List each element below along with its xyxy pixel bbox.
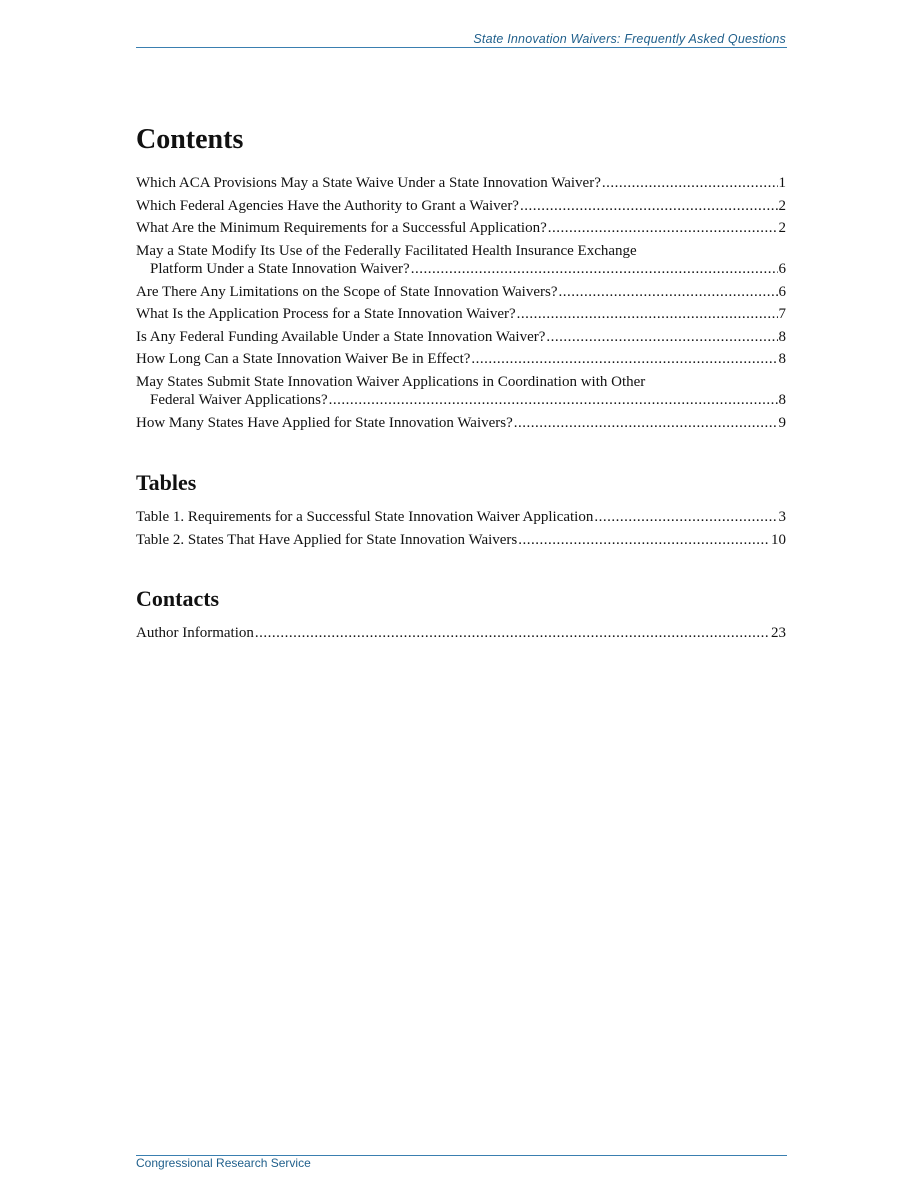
toc-entry[interactable] [136,414,786,433]
toc-entry-text: Is Any Federal Funding Available Under a State Innovation Waiver? [136,328,546,345]
toc-page-number: 9 [778,414,786,431]
toc-page-number: 8 [778,351,786,367]
toc-entry-text: What Are the Minimum Requirements for a Successful Application? [136,220,547,236]
footer-publisher: Congressional Research Service [136,1156,311,1170]
dot-leader [546,328,777,347]
toc-entry[interactable] [136,508,786,527]
toc-entry[interactable] [136,373,786,410]
toc-page-number: 2 [778,197,786,214]
dot-leader [471,350,777,369]
tables-list [136,508,786,553]
toc-entry-first-line: May States Submit State Innovation Waiver Applications in Coordination with Other [136,373,646,390]
contents-list [136,174,786,436]
toc-page-number: 2 [778,220,786,236]
toc-entry[interactable] [136,242,786,279]
toc-page-number: 23 [771,625,786,641]
toc-page-number: 8 [778,328,786,345]
running-header: State Innovation Waivers: Frequently Asked Questions [473,32,786,46]
toc-page-number: 3 [778,509,786,525]
dot-leader [558,283,777,302]
dot-leader [329,391,778,410]
dot-leader [594,508,777,527]
toc-page-number: 7 [778,306,786,322]
toc-entry-text: How Long Can a State Innovation Waiver Be in Effect? [136,351,471,367]
toc-page-number: 1 [778,175,786,191]
toc-entry[interactable] [136,283,786,302]
dot-leader [411,260,778,279]
contacts-heading: Contacts [136,586,220,611]
toc-page-number: 8 [778,392,786,408]
toc-entry[interactable] [136,305,786,324]
toc-entry-text: Federal Waiver Applications? [150,392,328,408]
dot-leader [520,197,778,216]
dot-leader [255,624,770,643]
header-divider [136,47,787,48]
dot-leader [548,219,778,238]
toc-page-number: 6 [778,261,786,277]
dot-leader [514,414,778,433]
toc-entry[interactable] [136,531,786,550]
toc-entry-text: Which ACA Provisions May a State Waive Under a State Innovation Waiver? [136,175,601,191]
toc-entry-first-line: May a State Modify Its Use of the Federally Facilitated Health Insurance Exchange [136,242,637,259]
toc-entry-text: Author Information [136,625,254,641]
dot-leader [517,305,778,324]
toc-entry-text: Are There Any Limitations on the Scope of State Innovation Waivers? [136,283,558,300]
toc-page-number: 6 [778,283,786,300]
toc-entry-text: Table 2. States That Have Applied for State Innovation Waivers [136,531,518,548]
toc-entry-text: Which Federal Agencies Have the Authority to Grant a Waiver? [136,197,519,214]
toc-entry-text: Table 1. Requirements for a Successful State Innovation Waiver Application [136,509,594,525]
toc-entry[interactable] [136,350,786,369]
contacts-list [136,624,786,647]
dot-leader [602,174,778,193]
toc-entry[interactable] [136,174,786,193]
tables-heading: Tables [136,470,197,495]
toc-entry[interactable] [136,219,786,238]
dot-leader [518,531,770,550]
contents-heading: Contents [136,124,244,155]
toc-entry[interactable] [136,624,786,643]
toc-entry[interactable] [136,197,786,216]
toc-entry-text: Platform Under a State Innovation Waiver? [150,261,410,277]
toc-entry-text: What Is the Application Process for a State Innovation Waiver? [136,306,516,322]
toc-entry[interactable] [136,328,786,347]
toc-page-number: 10 [771,531,786,548]
toc-entry-text: How Many States Have Applied for State Innovation Waivers? [136,414,513,431]
